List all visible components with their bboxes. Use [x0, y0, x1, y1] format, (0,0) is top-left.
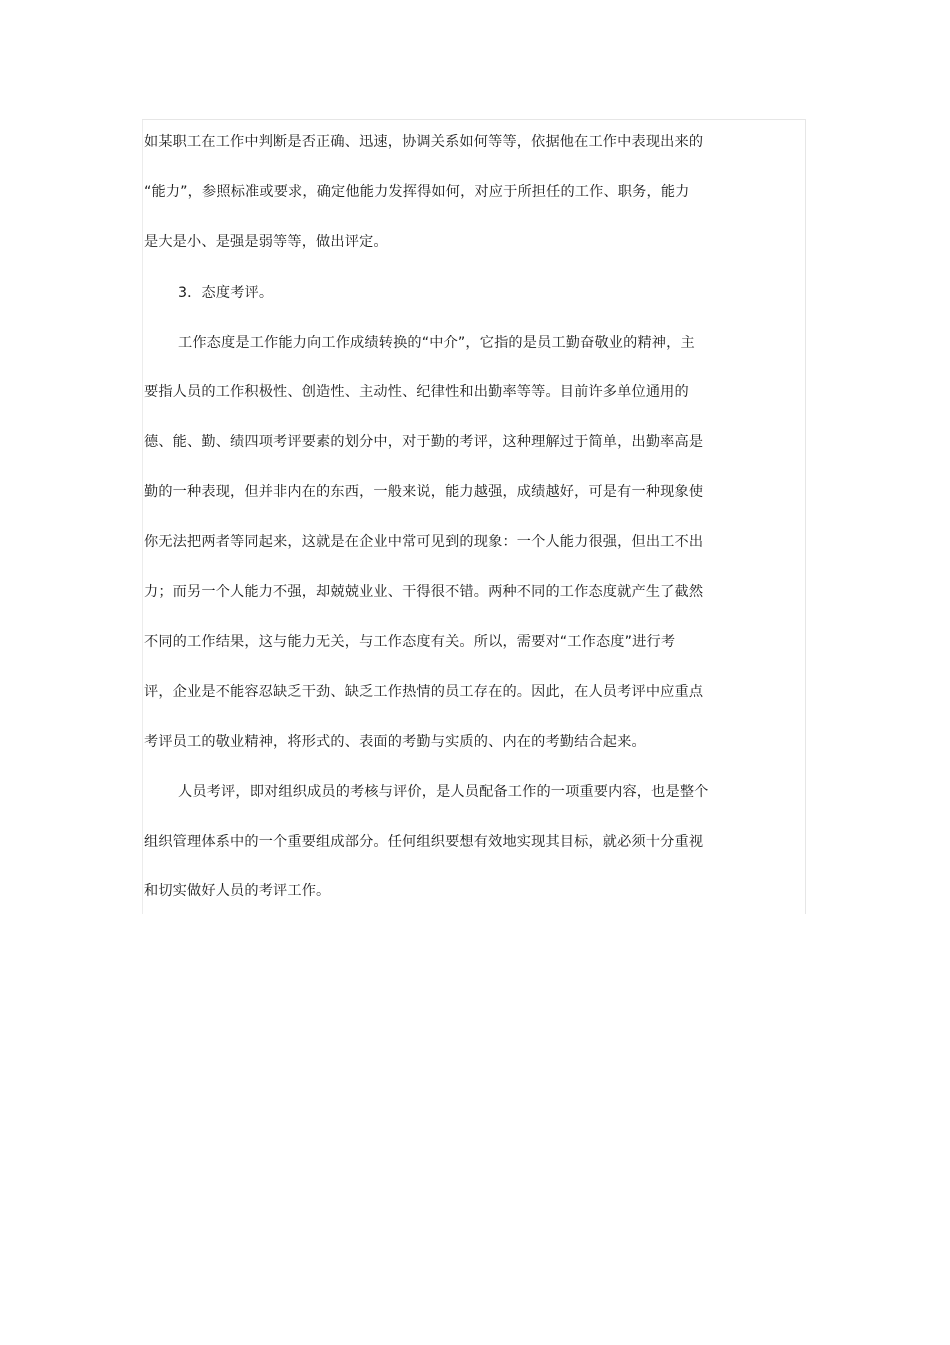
paragraph-line-12: 评，企业是不能容忍缺乏干劲、缺乏工作热情的员工存在的。因此，在人员考评中应重点 — [144, 684, 704, 700]
paragraph-line-9: 你无法把两者等同起来，这就是在企业中常可见到的现象：一个人能力很强，但出工不出 — [144, 534, 704, 550]
page-left-rule — [142, 120, 143, 914]
paragraph-line-5: 工作态度是工作能力向工作成绩转换的“中介”，它指的是员工勤奋敬业的精神，主 — [178, 335, 695, 351]
paragraph-line-13: 考评员工的敬业精神，将形式的、表面的考勤与实质的、内在的考勤结合起来。 — [144, 734, 646, 750]
paragraph-line-15: 组织管理体系中的一个重要组成部分。任何组织要想有效地实现其目标，就必须十分重视 — [144, 834, 704, 850]
paragraph-line-3: 是大是小、是强是弱等等，做出评定。 — [144, 234, 388, 250]
paragraph-line-7: 德、能、勤、绩四项考评要素的划分中，对于勤的考评，这种理解过于简单，出勤率高是 — [144, 434, 704, 450]
section-heading-attitude: 3．态度考评。 — [178, 285, 274, 301]
paragraph-line-8: 勤的一种表现，但并非内在的东西，一般来说，能力越强，成绩越好，可是有一种现象使 — [144, 484, 704, 500]
paragraph-line-2: “能力”，参照标准或要求，确定他能力发挥得如何，对应于所担任的工作、职务，能力 — [144, 184, 690, 200]
paragraph-line-6: 要指人员的工作积极性、创造性、主动性、纪律性和出勤率等等。目前许多单位通用的 — [144, 384, 689, 400]
paragraph-line-11: 不同的工作结果，这与能力无关，与工作态度有关。所以，需要对“工作态度”进行考 — [144, 634, 676, 650]
paragraph-line-10: 力；而另一个人能力不强，却兢兢业业、干得很不错。两种不同的工作态度就产生了截然 — [144, 584, 704, 600]
paragraph-line-14: 人员考评，即对组织成员的考核与评价，是人员配备工作的一项重要内容，也是整个 — [178, 784, 709, 800]
paragraph-line-1: 如某职工在工作中判断是否正确、迅速，协调关系如何等等，依据他在工作中表现出来的 — [144, 134, 704, 150]
paragraph-line-16: 和切实做好人员的考评工作。 — [144, 883, 331, 899]
